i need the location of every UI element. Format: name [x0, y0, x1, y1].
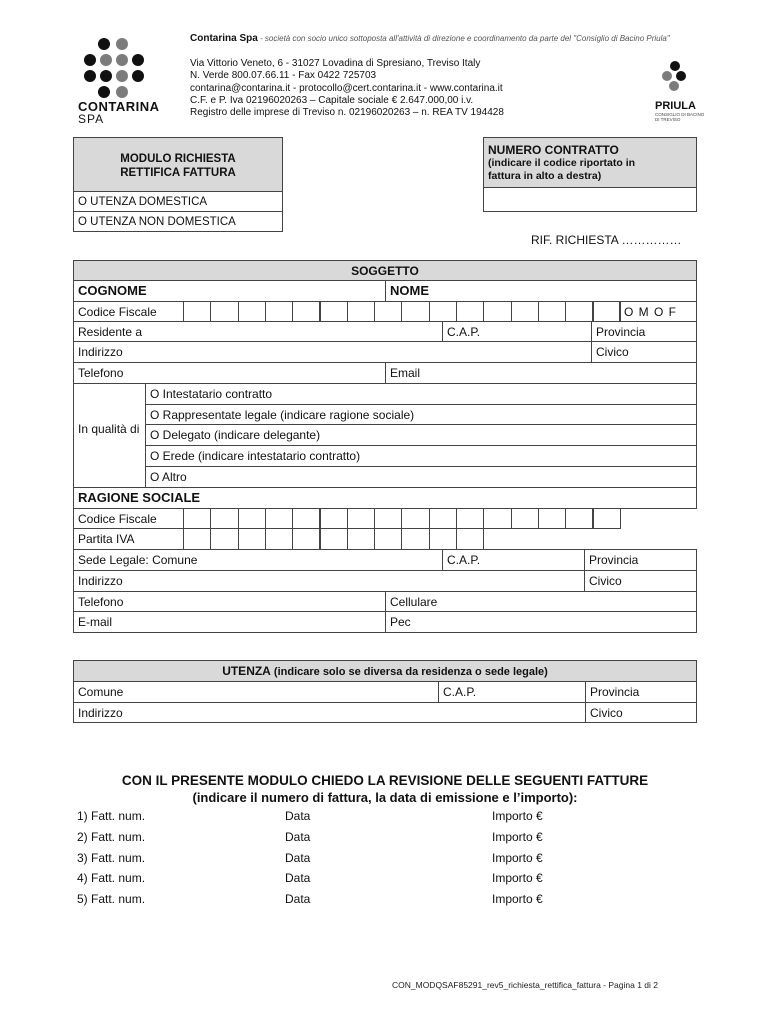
invoice-amount-label: Importo € — [492, 809, 543, 823]
rs-civico-label: Civico — [584, 570, 697, 592]
request-subtitle: (indicare il numero di fattura, la data di emissione e l’importo): — [192, 790, 578, 805]
company-name: Contarina Spa — [190, 33, 258, 44]
char-box[interactable] — [429, 301, 457, 322]
char-box[interactable] — [538, 301, 566, 322]
utenza-cap-label: C.A.P. — [438, 681, 586, 703]
char-box[interactable] — [565, 508, 593, 529]
rs-codice-fiscale-label: Codice Fiscale — [73, 508, 184, 529]
cellulare-label: Cellulare — [385, 591, 697, 612]
rs-provincia-label: Provincia — [584, 549, 697, 571]
invoice-amount-label: Importo € — [492, 829, 543, 844]
char-box[interactable] — [401, 508, 429, 529]
option-erede[interactable]: O Erede (indicare intestatario contratto) — [145, 445, 697, 467]
utenza-civico-label: Civico — [585, 702, 697, 723]
char-box[interactable] — [238, 301, 266, 322]
char-box[interactable] — [238, 508, 266, 529]
char-box[interactable] — [538, 508, 566, 529]
char-box[interactable] — [347, 528, 375, 550]
footer: CON_MODQSAF85291_rev5_richiesta_rettifica_fattura - Pagina 1 di 2 — [392, 980, 658, 990]
invoice-number-label: 4) Fatt. num. — [77, 871, 146, 886]
utenza-comune-label: Comune — [73, 681, 439, 703]
logo-name: CONTARINA — [78, 99, 160, 114]
sede-label: Sede Legale: Comune — [73, 549, 443, 571]
qualita-box — [73, 383, 146, 488]
option-utenza-domestica[interactable]: O UTENZA DOMESTICA — [73, 191, 283, 212]
char-box[interactable] — [292, 508, 320, 529]
tax-line: C.F. e P. Iva 02196020263 – Capitale sociale € 2.647.000,00 i.v. — [190, 94, 474, 106]
priula-sub-line: DI TREVISO — [655, 117, 681, 122]
invoice-date-label: Data — [285, 809, 311, 823]
char-box[interactable] — [347, 301, 375, 322]
address-line: Via Vittorio Veneto, 6 - 31027 Lovadina di Spresiano, Treviso Italy — [190, 58, 481, 69]
char-box[interactable] — [320, 508, 348, 529]
char-box[interactable] — [511, 508, 539, 529]
invoice-date-label: Data — [285, 850, 311, 865]
invoice-number-label: 5) Fatt. num. — [77, 892, 146, 907]
invoice-number-label: 2) Fatt. num. — [77, 829, 146, 844]
company-tagline: - società con socio unico sottoposta all'attività di direzione e coordinamento da parte del "Consiglio di Bacino Priula" — [257, 34, 670, 43]
contratto-sub-line: (indicare il codice riportato in — [488, 157, 636, 169]
pec-label: Pec — [385, 611, 697, 633]
cap-label: C.A.P. — [442, 321, 592, 342]
phone-line: N. Verde 800.07.66.11 - Fax 0422 725703 — [190, 70, 377, 82]
char-box[interactable] — [483, 301, 511, 322]
contratto-title: NUMERO CONTRATTO — [488, 143, 619, 157]
char-box[interactable] — [210, 528, 238, 550]
char-box[interactable] — [265, 528, 293, 550]
nome-label: NOME — [385, 280, 697, 302]
invoice-amount-label: Importo € — [492, 871, 543, 886]
rs-telefono-label: Telefono — [73, 591, 386, 612]
telefono-label: Telefono — [73, 362, 386, 384]
priula-name: PRIULA — [655, 100, 696, 112]
char-box[interactable] — [401, 528, 429, 550]
civico-label: Civico — [591, 341, 697, 363]
char-box[interactable] — [183, 508, 211, 529]
char-box[interactable] — [210, 301, 238, 322]
char-box[interactable] — [183, 301, 211, 322]
registry-line: Registro delle imprese di Treviso n. 02196020263 – n. REA TV 194428 — [190, 107, 504, 119]
email-label: Email — [385, 362, 697, 384]
partita-iva-label: Partita IVA — [73, 528, 184, 550]
option-rappresentante[interactable]: O Rappresentate legale (indicare ragione sociale) — [145, 404, 697, 425]
char-box[interactable] — [292, 528, 320, 550]
sex-options[interactable]: O M O F — [619, 301, 697, 322]
option-delegato[interactable]: O Delegato (indicare delegante) — [145, 424, 697, 446]
priula-sub-line: CONSIGLIO DI BACINO — [655, 112, 705, 117]
contratto-input[interactable] — [483, 187, 697, 212]
invoice-number-label: 1) Fatt. num. — [77, 809, 146, 823]
utenza-provincia-label: Provincia — [585, 681, 697, 703]
company-line — [190, 33, 670, 45]
char-box[interactable] — [347, 508, 375, 529]
char-box[interactable] — [320, 301, 348, 322]
char-box[interactable] — [593, 508, 621, 529]
rs-email-label: E-mail — [73, 611, 386, 633]
option-utenza-non-domestica[interactable]: O UTENZA NON DOMESTICA — [73, 211, 283, 232]
company-address — [190, 58, 610, 119]
contratto-title-box — [483, 137, 697, 188]
invoice-amount-label: Importo € — [492, 892, 543, 907]
rif-richiesta: RIF. RICHIESTA …………… — [531, 233, 682, 247]
char-box[interactable] — [292, 301, 320, 322]
invoice-date-label: Data — [285, 892, 311, 907]
option-altro[interactable]: O Altro — [145, 466, 697, 488]
char-box[interactable] — [374, 508, 402, 529]
char-box[interactable] — [483, 508, 511, 529]
char-box[interactable] — [265, 508, 293, 529]
modulo-title-line: RETTIFICA FATTURA — [120, 167, 236, 179]
char-box[interactable] — [456, 508, 484, 529]
invoice-date-label: Data — [285, 871, 311, 886]
rs-cap-label: C.A.P. — [442, 549, 585, 571]
char-box[interactable] — [374, 528, 402, 550]
priula-sub — [655, 112, 704, 122]
ragione-sociale-title: RAGIONE SOCIALE — [73, 487, 697, 509]
logo-sub: SPA — [78, 112, 105, 126]
invoice-amount-label: Importo € — [492, 850, 543, 865]
char-box[interactable] — [429, 508, 457, 529]
utenza-title-bold: UTENZA — [222, 664, 271, 678]
qualita-label: In qualità di — [78, 422, 140, 436]
utenza-title-rest: (indicare solo se diversa da residenza o sede legale) — [270, 666, 548, 678]
char-box[interactable] — [183, 528, 211, 550]
utenza-title — [73, 660, 697, 682]
residente-label: Residente a — [73, 321, 443, 342]
contratto-sub-line: fattura in alto a destra) — [488, 170, 602, 182]
codice-fiscale-label: Codice Fiscale — [73, 301, 184, 322]
char-box[interactable] — [565, 301, 593, 322]
invoice-date-label: Data — [285, 829, 311, 844]
indirizzo-label: Indirizzo — [73, 341, 592, 363]
char-box[interactable] — [320, 528, 348, 550]
provincia-label: Provincia — [591, 321, 697, 342]
char-box[interactable] — [238, 528, 266, 550]
char-box[interactable] — [456, 301, 484, 322]
char-box[interactable] — [429, 528, 457, 550]
char-box[interactable] — [265, 301, 293, 322]
char-box[interactable] — [401, 301, 429, 322]
char-box[interactable] — [593, 301, 621, 322]
char-box[interactable] — [456, 528, 484, 550]
invoice-number-label: 3) Fatt. num. — [77, 850, 146, 865]
request-title: CON IL PRESENTE MODULO CHIEDO LA REVISIONE DELLE SEGUENTI FATTURE — [121, 773, 649, 788]
char-box[interactable] — [511, 301, 539, 322]
modulo-title — [74, 152, 282, 180]
contratto-sub — [488, 157, 692, 183]
char-box[interactable] — [374, 301, 402, 322]
modulo-title-box — [73, 137, 283, 192]
modulo-title-line: MODULO RICHIESTA — [120, 153, 236, 165]
cognome-label: COGNOME — [73, 280, 386, 302]
rs-indirizzo-label: Indirizzo — [73, 570, 585, 592]
soggetto-title: SOGGETTO — [73, 260, 697, 281]
email-line: contarina@contarina.it - protocollo@cert.contarina.it - www.contarina.it — [190, 82, 503, 94]
char-box[interactable] — [210, 508, 238, 529]
utenza-indirizzo-label: Indirizzo — [73, 702, 586, 723]
option-intestatario[interactable]: O Intestatario contratto — [145, 383, 697, 405]
